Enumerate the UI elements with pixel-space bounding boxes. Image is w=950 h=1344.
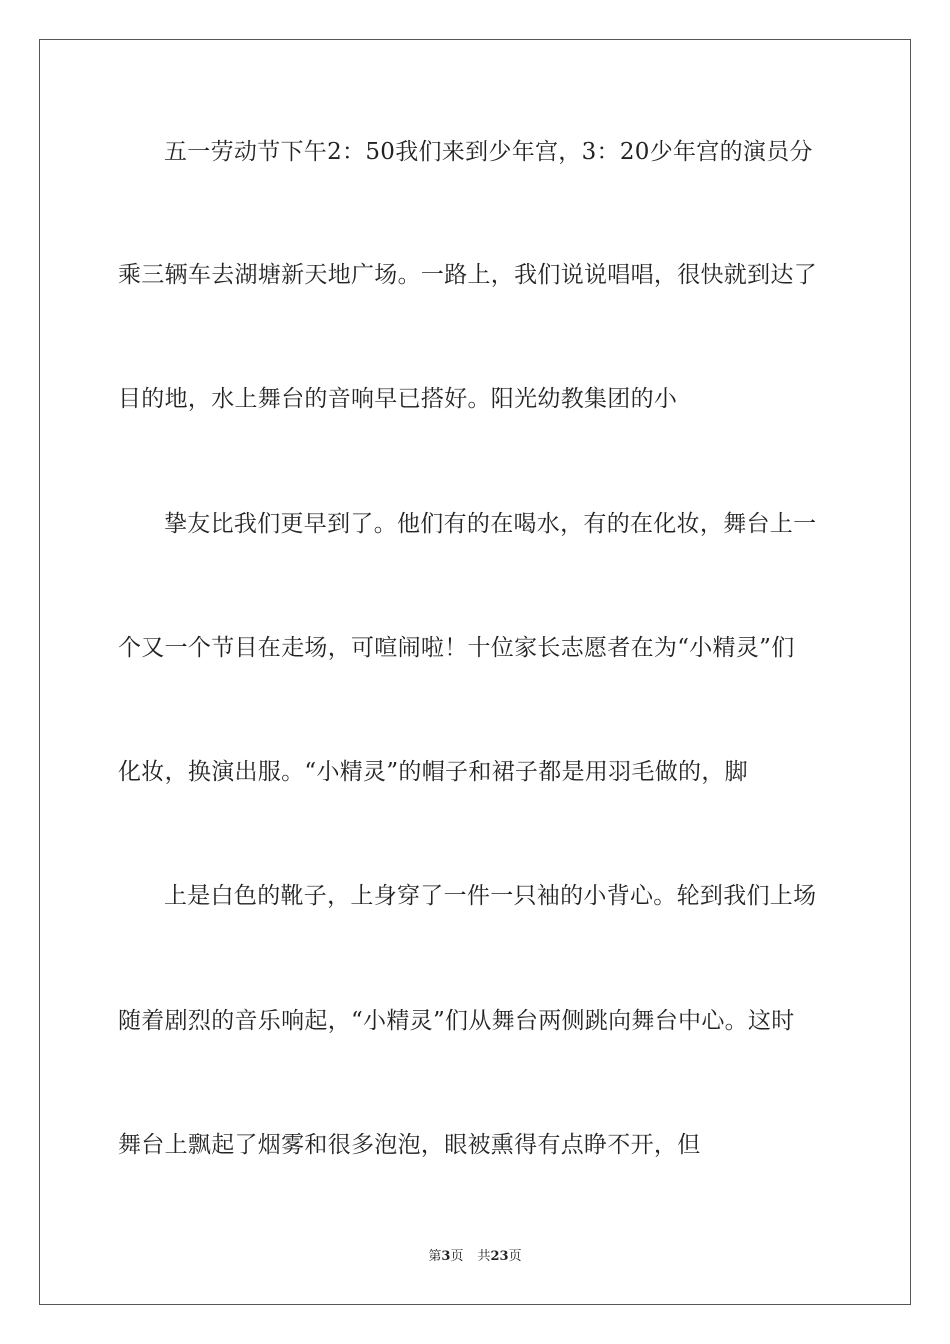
page-number-suffix: 页 bbox=[450, 1249, 464, 1264]
page-footer bbox=[0, 1248, 950, 1266]
page-border bbox=[39, 39, 911, 1305]
text-line-9: 舞台上飘起了烟雾和很多泡泡，眼被熏得有点睁不开，但 bbox=[118, 1132, 701, 1158]
text-line-8: 随着剧烈的音乐响起，“小精灵”们从舞台两侧跳向舞台中心。这时 bbox=[118, 1008, 795, 1034]
page-total-suffix: 页 bbox=[508, 1249, 522, 1264]
text-line-4: 挚友比我们更早到了。他们有的在喝水，有的在化妆，舞台上一 bbox=[164, 511, 817, 537]
text-line-2: 乘三辆车去湖塘新天地广场。一路上，我们说说唱唱，很快就到达了 bbox=[118, 262, 817, 288]
page-total-prefix: 共 bbox=[477, 1249, 491, 1264]
text-line-6: 化妆，换演出服。“小精灵”的帽子和裙子都是用羽毛做的，脚 bbox=[118, 759, 748, 785]
page-number-current: 3 bbox=[441, 1249, 451, 1264]
text-line-7: 上是白色的靴子，上身穿了一件一只袖的小背心。轮到我们上场 bbox=[164, 883, 817, 909]
page-total: 23 bbox=[490, 1249, 509, 1264]
page-number-prefix: 第 bbox=[428, 1249, 442, 1264]
text-line-3: 目的地，水上舞台的音响早已搭好。阳光幼教集团的小 bbox=[118, 386, 678, 412]
text-line-1: 五一劳动节下午2：50我们来到少年宫，3：20少年宫的演员分 bbox=[164, 139, 813, 165]
text-line-5: 个又一个节目在走场，可喧闹啦！十位家长志愿者在为“小精灵”们 bbox=[118, 635, 795, 661]
